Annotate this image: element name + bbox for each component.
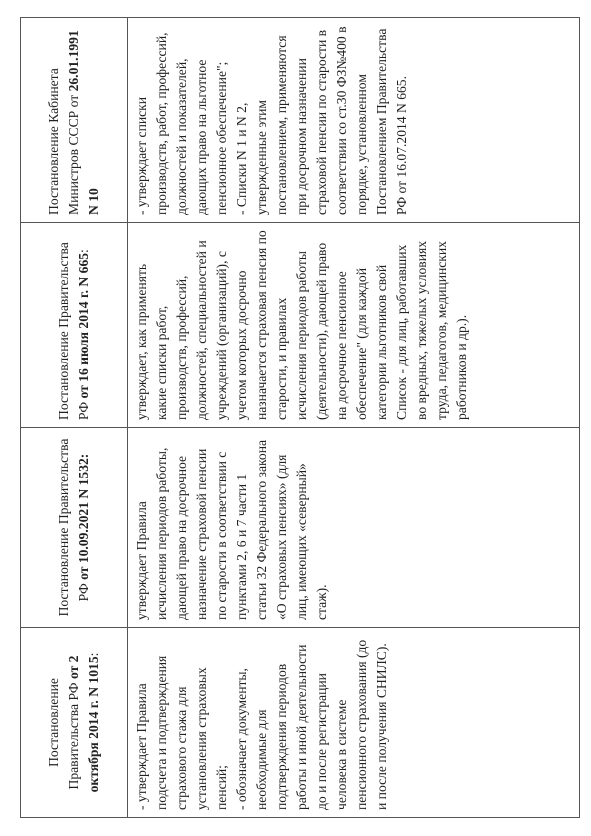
header-resolution-number: от 10.09.2021 N 1532: (76, 453, 91, 580)
header-suffix: : (86, 652, 101, 657)
body-paragraph: утверждает, как применять какие списки работ, производств, профессий, должностей, специальностей и учреждений (организаций), с учетом которых досрочно назначается страховая пенсия по старости, и правилах исчисления периодов работы (деятельности), дающей право на досрочное пенсионное обеспечение" (для каждой категории льготников свой Список - для лиц, работавших во вредных, тяжелых условиях труда, педагогов, медицинских работников и др.). (134, 230, 469, 420)
body-paragraph: - утверждает Правила подсчета и подтверждения страхового стажа для установления страховых пенсий; (134, 655, 229, 810)
body-cell-665 (128, 223, 580, 428)
body-paragraph: - утверждает списки производств, работ, профессий, должностей и показателей, дающих право на льготное пенсионное обеспечение"; (134, 32, 229, 215)
header-cell-ussr-10 (21, 18, 128, 223)
resolutions-table (20, 17, 580, 818)
table-header-row (21, 18, 128, 818)
header-suffix: : (76, 249, 91, 253)
rotated-page (20, 18, 580, 818)
header-prefix: Постановление Кабинета Министров СССР от (46, 68, 81, 215)
header-prefix: Постановление Правительства РФ (46, 678, 81, 790)
header-resolution-number: от 16 июля 2014 г. N 665 (76, 252, 91, 399)
header-resolution-number: 26.01.1991 N 10 (66, 30, 101, 215)
header-resolution-number: от 2 октября 2014 г. N 1015 (66, 655, 101, 793)
table-body-row (128, 18, 580, 818)
body-cell-1532 (128, 428, 580, 628)
header-cell-1015 (21, 628, 128, 818)
body-paragraph: - обозначает документы, необходимые для подтверждения периодов работы и иной деятельности до и после регистрации человека в системе пенсионного страхования (до и после получения СНИЛС). (234, 639, 389, 810)
body-paragraph: - Списки N 1 и N 2, утвержденные этим постановлением, применяются при досрочном назначении страховой пенсии по старости в соответствии со ст.30 ФЗ№400 в порядке, установленном Постановлением Правительства РФ от 16.07.2014 N 665. (234, 26, 409, 215)
header-prefix: Постановление Правительства РФ (56, 242, 91, 420)
body-paragraph: утверждает Правила исчисления периодов работы, дающей право на досрочное назначение страховой пенсии по старости в соответствии с пунктами 2, 6 и 7 части 1 статьи 32 Федерального закона «О страховых пенсиях» (для лиц, имеющих «северный» стаж). (134, 439, 329, 620)
header-cell-1532 (21, 428, 128, 628)
header-cell-665 (21, 223, 128, 428)
body-cell-ussr-10 (128, 18, 580, 223)
body-cell-1015 (128, 628, 580, 818)
header-prefix: Постановление Правительства РФ (56, 438, 91, 617)
